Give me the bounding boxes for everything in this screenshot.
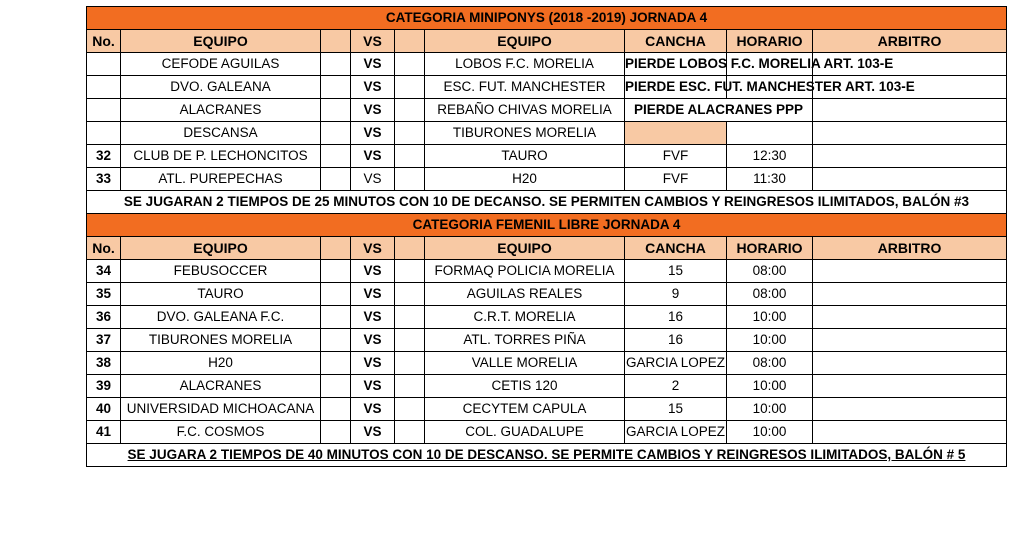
match-number: 32: [87, 145, 121, 168]
home-team: FEBUSOCCER: [121, 260, 321, 283]
match-number: 36: [87, 306, 121, 329]
header-team2: EQUIPO: [425, 30, 625, 53]
header-team1: EQUIPO: [121, 30, 321, 53]
home-team: ATL. PUREPECHAS: [121, 168, 321, 191]
match-referee: [813, 421, 1007, 444]
spacer-cell: [321, 329, 351, 352]
vs-label: VS: [351, 145, 395, 168]
header-spacer: [395, 30, 425, 53]
section-title: CATEGORIA MINIPONYS (2018 -2019) JORNADA 4: [87, 7, 1007, 30]
home-team: DVO. GALEANA F.C.: [121, 306, 321, 329]
spacer-cell: [395, 421, 425, 444]
vs-label: VS: [351, 99, 395, 122]
match-time: 10:00: [727, 375, 813, 398]
header-vs: VS: [351, 30, 395, 53]
match-number: 34: [87, 260, 121, 283]
header-field: CANCHA: [625, 30, 727, 53]
spacer-cell: [395, 260, 425, 283]
away-team: AGUILAS REALES: [425, 283, 625, 306]
match-row: [87, 375, 1007, 398]
match-time: 10:00: [727, 329, 813, 352]
away-team: TIBURONES MORELIA: [425, 122, 625, 145]
home-team: CLUB DE P. LECHONCITOS: [121, 145, 321, 168]
vs-label: VS: [351, 76, 395, 99]
header-vs: VS: [351, 237, 395, 260]
away-team: CETIS 120: [425, 375, 625, 398]
rules-footer-row: [87, 191, 1007, 214]
match-row: [87, 306, 1007, 329]
spacer-cell: [321, 168, 351, 191]
rules-note: SE JUGARA 2 TIEMPOS DE 40 MINUTOS CON 10 DE DESCANSO. SE PERMITE CAMBIOS Y REINGRESOS ILIMITADOS, BALÓN # 5: [87, 444, 1007, 467]
header-time: HORARIO: [727, 30, 813, 53]
vs-label: VS: [351, 398, 395, 421]
home-team: UNIVERSIDAD MICHOACANA: [121, 398, 321, 421]
spacer-cell: [321, 122, 351, 145]
spacer-cell: [395, 76, 425, 99]
rules-note: SE JUGARAN 2 TIEMPOS DE 25 MINUTOS CON 10 DE DECANSO. SE PERMITEN CAMBIOS Y REINGRESOS ILIMITADOS, BALÓN #3: [87, 191, 1007, 214]
forfeit-note: PIERDE LOBOS F.C. MORELIA ART. 103-E: [625, 53, 727, 76]
away-team: LOBOS F.C. MORELIA: [425, 53, 625, 76]
home-team: CEFODE AGUILAS: [121, 53, 321, 76]
spacer-cell: [321, 260, 351, 283]
spacer-cell: [395, 375, 425, 398]
home-team: ALACRANES: [121, 375, 321, 398]
match-referee: [813, 168, 1007, 191]
header-row: [87, 237, 1007, 260]
spacer-cell: [395, 168, 425, 191]
match-referee: [813, 145, 1007, 168]
section-title-row: [87, 7, 1007, 30]
spacer-cell: [395, 306, 425, 329]
vs-label: VS: [351, 375, 395, 398]
away-team: TAURO: [425, 145, 625, 168]
spacer-cell: [321, 145, 351, 168]
match-field: FVF: [625, 145, 727, 168]
header-referee: ARBITRO: [813, 237, 1007, 260]
away-team: REBAÑO CHIVAS MORELIA: [425, 99, 625, 122]
away-team: CECYTEM CAPULA: [425, 398, 625, 421]
vs-label: VS: [351, 260, 395, 283]
match-field: GARCIA LOPEZ: [625, 352, 727, 375]
spacer-cell: [395, 99, 425, 122]
match-time: 08:00: [727, 283, 813, 306]
away-team: ESC. FUT. MANCHESTER: [425, 76, 625, 99]
vs-label: VS: [351, 122, 395, 145]
match-referee: [813, 375, 1007, 398]
vs-label: VS: [351, 168, 395, 191]
forfeit-note: PIERDE ESC. FUT. MANCHESTER ART. 103-E: [625, 76, 727, 99]
match-row: [87, 168, 1007, 191]
spacer-cell: [395, 398, 425, 421]
vs-label: VS: [351, 352, 395, 375]
match-row: [87, 99, 1007, 122]
spacer-cell: [395, 145, 425, 168]
match-field: 15: [625, 398, 727, 421]
header-spacer: [395, 237, 425, 260]
rules-footer-row: [87, 444, 1007, 467]
home-team: F.C. COSMOS: [121, 421, 321, 444]
match-time: 08:00: [727, 352, 813, 375]
match-row: [87, 421, 1007, 444]
match-number: 41: [87, 421, 121, 444]
match-referee: [813, 306, 1007, 329]
match-field: 16: [625, 306, 727, 329]
spacer-cell: [321, 375, 351, 398]
schedule-table: [86, 6, 1007, 467]
match-referee: [813, 260, 1007, 283]
match-referee: [813, 99, 1007, 122]
spacer-cell: [395, 283, 425, 306]
match-number: [87, 53, 121, 76]
home-team: TIBURONES MORELIA: [121, 329, 321, 352]
match-field: [625, 122, 727, 145]
match-time: 08:00: [727, 260, 813, 283]
match-row: [87, 260, 1007, 283]
vs-label: VS: [351, 283, 395, 306]
spacer-cell: [321, 306, 351, 329]
match-number: 37: [87, 329, 121, 352]
match-referee: [813, 283, 1007, 306]
match-number: [87, 99, 121, 122]
spacer-cell: [321, 76, 351, 99]
home-team: ALACRANES: [121, 99, 321, 122]
header-spacer: [321, 237, 351, 260]
vs-label: VS: [351, 53, 395, 76]
match-number: 39: [87, 375, 121, 398]
spacer-cell: [321, 398, 351, 421]
match-time: 10:00: [727, 306, 813, 329]
match-time: [727, 122, 813, 145]
away-team: FORMAQ POLICIA MORELIA: [425, 260, 625, 283]
match-number: [87, 122, 121, 145]
section-title-row: [87, 214, 1007, 237]
header-no: No.: [87, 30, 121, 53]
spacer-cell: [395, 329, 425, 352]
match-row: [87, 283, 1007, 306]
match-field: 15: [625, 260, 727, 283]
spacer-cell: [395, 122, 425, 145]
home-team: H20: [121, 352, 321, 375]
match-row: [87, 145, 1007, 168]
match-number: 38: [87, 352, 121, 375]
spacer-cell: [321, 421, 351, 444]
header-team2: EQUIPO: [425, 237, 625, 260]
match-row: [87, 122, 1007, 145]
away-team: VALLE MORELIA: [425, 352, 625, 375]
match-number: 33: [87, 168, 121, 191]
match-row: [87, 76, 1007, 99]
match-referee: [813, 329, 1007, 352]
away-team: COL. GUADALUPE: [425, 421, 625, 444]
header-team1: EQUIPO: [121, 237, 321, 260]
header-referee: ARBITRO: [813, 30, 1007, 53]
vs-label: VS: [351, 306, 395, 329]
spacer-cell: [395, 53, 425, 76]
home-team: DVO. GALEANA: [121, 76, 321, 99]
schedule-sheet: [86, 6, 1006, 467]
match-field: 16: [625, 329, 727, 352]
match-row: [87, 53, 1007, 76]
match-number: 35: [87, 283, 121, 306]
home-team: DESCANSA: [121, 122, 321, 145]
match-time: 10:00: [727, 398, 813, 421]
forfeit-note: PIERDE ALACRANES PPP: [625, 99, 813, 122]
match-row: [87, 352, 1007, 375]
match-row: [87, 398, 1007, 421]
spacer-cell: [321, 53, 351, 76]
match-field: GARCIA LOPEZ: [625, 421, 727, 444]
spacer-cell: [395, 352, 425, 375]
match-time: 11:30: [727, 168, 813, 191]
match-number: [87, 76, 121, 99]
match-field: FVF: [625, 168, 727, 191]
vs-label: VS: [351, 421, 395, 444]
match-row: [87, 329, 1007, 352]
header-spacer: [321, 30, 351, 53]
header-field: CANCHA: [625, 237, 727, 260]
spacer-cell: [321, 99, 351, 122]
away-team: C.R.T. MORELIA: [425, 306, 625, 329]
home-team: TAURO: [121, 283, 321, 306]
match-time: 12:30: [727, 145, 813, 168]
header-time: HORARIO: [727, 237, 813, 260]
spacer-cell: [321, 283, 351, 306]
match-field: 2: [625, 375, 727, 398]
match-time: 10:00: [727, 421, 813, 444]
away-team: H20: [425, 168, 625, 191]
vs-label: VS: [351, 329, 395, 352]
match-referee: [813, 352, 1007, 375]
spacer-cell: [321, 352, 351, 375]
away-team: ATL. TORRES PIÑA: [425, 329, 625, 352]
match-field: 9: [625, 283, 727, 306]
match-number: 40: [87, 398, 121, 421]
header-row: [87, 30, 1007, 53]
match-referee: [813, 122, 1007, 145]
section-title: CATEGORIA FEMENIL LIBRE JORNADA 4: [87, 214, 1007, 237]
match-referee: [813, 398, 1007, 421]
header-no: No.: [87, 237, 121, 260]
